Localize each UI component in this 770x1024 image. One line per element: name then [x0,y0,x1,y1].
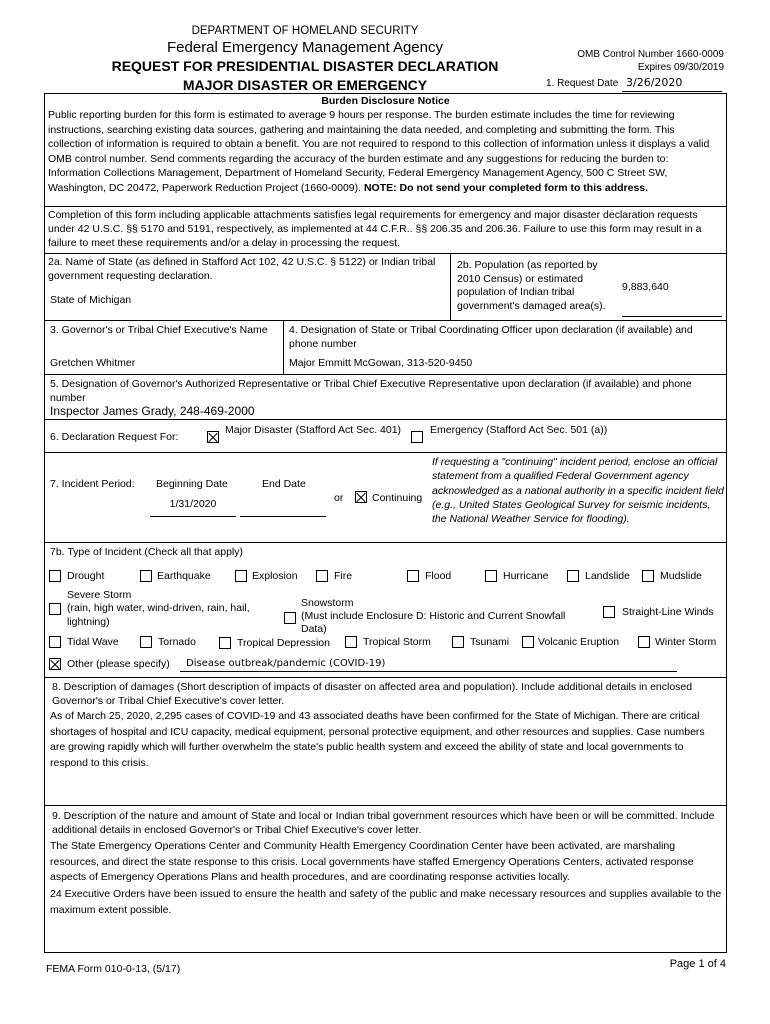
tropical-depression-checkbox[interactable] [219,637,231,649]
tropical-storm-checkbox[interactable] [345,636,357,648]
request-date-value[interactable]: 3/26/2020 [626,76,683,89]
beginning-date-underline [150,516,236,517]
tropical-storm-label: Tropical Storm [363,636,431,648]
landslide-checkbox[interactable] [567,570,579,582]
volcanic-eruption-checkbox[interactable] [522,636,534,648]
emergency-checkbox[interactable] [411,431,423,443]
landslide-label: Landslide [585,570,630,582]
snowstorm-detail-2: Data) [301,623,327,635]
mudslide-label: Mudslide [660,570,703,582]
dept-name: DEPARTMENT OF HOMELAND SECURITY [191,25,419,37]
or-text: or [334,492,344,504]
tsunami-label: Tsunami [470,636,510,648]
tidal-wave-checkbox[interactable] [49,636,61,648]
q5-value[interactable]: Inspector James Grady, 248-469-2000 [50,404,255,418]
severe-storm-checkbox[interactable] [49,603,61,615]
q2b-label: 2b. Population (as reported by 2010 Census) or estimated population of Indian tribal government's damaged area(s). [457,259,606,312]
omb-control-number: OMB Control Number 1660-0009 [577,49,724,60]
omb-expiration: Expires 09/30/2019 [637,62,724,73]
tidal-wave-label: Tidal Wave [67,636,119,648]
continuing-label: Continuing [372,492,423,504]
q6-label: 6. Declaration Request For: [50,431,179,443]
end-date-label: End Date [262,478,306,490]
earthquake-label: Earthquake [157,570,211,582]
winter-storm-checkbox[interactable] [638,636,650,648]
q5-label: 5. Designation of Governor's Authorized Representative or Tribal Chief Executive Representative upon declaration (if available) and phone number [50,378,692,404]
winter-storm-label: Winter Storm [655,636,717,648]
form-title-line1: REQUEST FOR PRESIDENTIAL DISASTER DECLARATION [111,58,499,74]
q8-value[interactable]: As of March 25, 2020, 2,295 cases of COVID-19 and 43 associated deaths have been confirmed for the State of Michigan. There are critical shortages of hospital and ICU capacity, medical equipment, personal protective equipment, and other resources and supplies. Case numbers are growing rapidly which will further overwhelm the state's public health system and exceed the ability of state and local governments to respond to this crisis. [50,710,705,769]
explosion-checkbox[interactable] [235,570,247,582]
major-disaster-label: Major Disaster (Stafford Act Sec. 401) [225,424,402,436]
q3-label: 3. Governor's or Tribal Chief Executive's Name [50,324,268,336]
snowstorm-detail: (Must include Enclosure D: Historic and Current Snowfall [301,610,566,622]
q2a-label: 2a. Name of State (as defined in Stafford Act 102, 42 U.S.C. § 5122) or Indian tribal government requesting declaration. [48,256,436,282]
q2b-underline [622,316,722,317]
hurricane-checkbox[interactable] [485,570,497,582]
snowstorm-label: Snowstorm [301,597,354,609]
divider [44,206,727,207]
fire-checkbox[interactable] [316,570,328,582]
major-disaster-checkbox[interactable] [207,431,219,443]
q4-value[interactable]: Major Emmitt McGowan, 313-520-9450 [289,357,473,369]
burden-title: Burden Disclosure Notice [321,95,450,107]
q3-value[interactable]: Gretchen Whitmer [50,357,136,369]
burden-body: Public reporting burden for this form is estimated to average 9 hours per response. The burden estimate includes the time for reviewing instructions, searching existing data sources, gathering and maintaining the data needed, and completing and submitting the form. This collection of information is required to obtain a benefit. You are not required to respond to this collection of information unless it displays a valid OMB control number. Send comments regarding the accuracy of the burden estimate and any suggestions for reducing the burden to: Information Collections Management, Department of Homeland Security, Federal Emergency Management Agency, 500 C Street SW, Washington, DC 20472, Paperwork Reduction Project (1660-0009). [48,109,710,194]
flood-label: Flood [425,570,452,582]
q9-label: 9. Description of the nature and amount of State and local or Indian tribal government resources which have been or will be committed. Include additional details in enclosed Governor's or Tribal Chief Executive's cover letter. [52,810,715,836]
tornado-checkbox[interactable] [140,636,152,648]
burden-note: NOTE: Do not send your completed form to this address. [363,181,649,194]
drought-label: Drought [67,570,105,582]
q4-label: 4. Designation of State or Tribal Coordinating Officer upon declaration (if available) and phone number [289,324,693,350]
q7b-label: 7b. Type of Incident (Check all that apply) [50,546,243,558]
divider [44,374,727,375]
form-number: FEMA Form 010-0-13, (5/17) [46,963,181,975]
form-title-line2: MAJOR DISASTER OR EMERGENCY [182,77,428,93]
divider [44,805,727,806]
beginning-date-label: Beginning Date [156,478,228,490]
mudslide-checkbox[interactable] [642,570,654,582]
agency-name: Federal Emergency Management Agency [167,39,443,56]
page-number: Page 1 of 4 [669,958,726,970]
request-date-underline [622,91,722,92]
flood-checkbox[interactable] [407,570,419,582]
earthquake-checkbox[interactable] [140,570,152,582]
completion-notice: Completion of this form including applicable attachments satisfies legal requirements for emergency and major disaster declaration requests under 42 U.S.C. §§ 5170 and 5191, respectively, as implemented at 44 C.F.R.. §§ 206.35 and 206.36. Failure to use this form may result in a failure to meet these requirements and/or a delay in processing the request. [48,209,702,249]
hurricane-label: Hurricane [503,570,549,582]
divider [44,677,727,678]
other-label: Other (please specify) [67,658,170,670]
divider [283,320,284,374]
q2a-value[interactable]: State of Michigan [50,294,132,306]
q2b-value[interactable]: 9,883,640 [622,281,669,293]
other-checkbox[interactable] [49,658,61,670]
straight-line-winds-checkbox[interactable] [603,606,615,618]
volcanic-eruption-label: Volcanic Eruption [538,636,620,648]
request-date-label: 1. Request Date [546,78,619,89]
severe-storm-detail-2: lightning) [67,616,110,628]
fire-label: Fire [334,570,353,582]
continuing-note: If requesting a "continuing" incident period, enclose an official statement from a qualified Federal Government agency acknowledged as a national authority in a specific incident field (e.g., United States Geological Survey for seismic incidents, the National Weather Service for flooding). [432,456,724,526]
q9-value-2[interactable]: 24 Executive Orders have been issued to ensure the health and safety of the public and make necessary resources and supplies available to the maximum extent possible. [50,888,722,916]
divider [450,253,451,320]
other-value[interactable]: Disease outbreak/pandemic (COVID-19) [186,658,386,669]
straight-line-winds-label: Straight-Line Winds [622,606,714,618]
divider [44,452,727,453]
explosion-label: Explosion [252,570,298,582]
emergency-label: Emergency (Stafford Act Sec. 501 (a)) [430,424,608,436]
end-date-underline [240,516,326,517]
q8-label: 8. Description of damages (Short description of impacts of disaster on affected area and population). Include additional details in enclosed Governor's or Tribal Chief Executive's cover letter. [52,681,693,707]
divider [44,253,727,254]
other-underline [180,671,677,672]
q7-label: 7. Incident Period: [50,478,135,490]
continuing-checkbox[interactable] [355,491,367,503]
divider [44,419,727,420]
drought-checkbox[interactable] [49,570,61,582]
tornado-label: Tornado [158,636,196,648]
q9-value[interactable]: The State Emergency Operations Center and Community Health Emergency Coordination Center have been activated, are marshaling resources, and direct the state response to this crisis. Local governments have staffed Emergency Operations Centers, activated response aspects of Emergency Operations Plans and health procedures, and are coordinating response activities locally. [50,840,694,883]
tropical-depression-label: Tropical Depression [237,637,330,649]
divider [44,542,727,543]
burden-text [48,108,718,195]
severe-storm-label: Severe Storm [67,589,132,601]
tsunami-checkbox[interactable] [452,636,464,648]
divider [44,320,727,321]
snowstorm-checkbox[interactable] [284,612,296,624]
beginning-date-value[interactable]: 1/31/2020 [169,498,217,510]
severe-storm-detail: (rain, high water, wind-driven, rain, hail, [67,602,250,614]
